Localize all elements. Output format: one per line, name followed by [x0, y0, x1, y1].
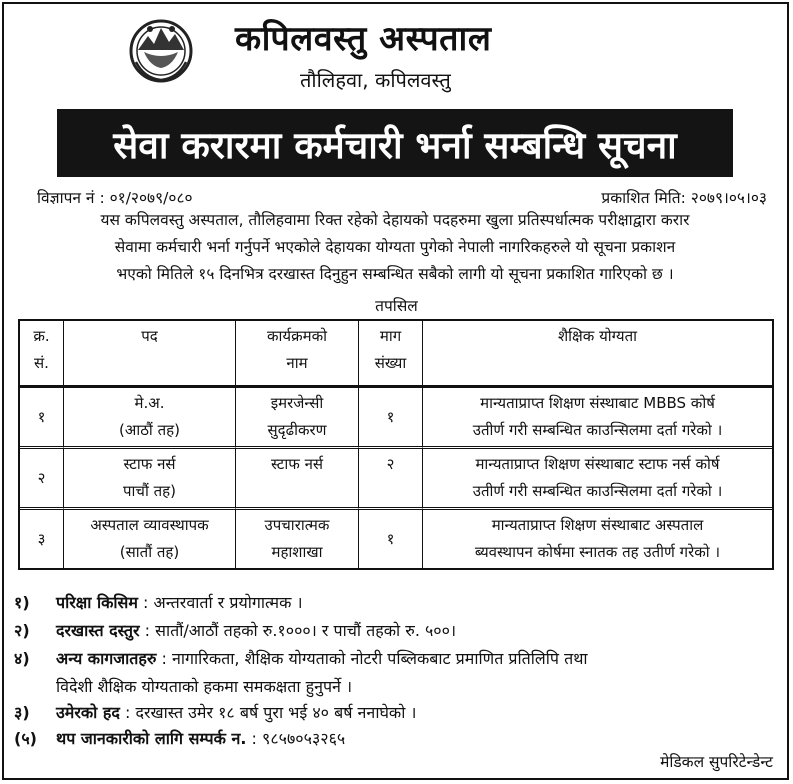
signatory-title: मेडिकल सुपरिटेन्डेन्ट: [660, 753, 773, 771]
nepal-emblem-icon: [124, 16, 198, 86]
org-name: कपिलवस्तु अस्पताल: [235, 19, 492, 59]
row-post: अस्पताल व्यावस्थापक (सातौं तह): [64, 510, 236, 568]
row-serial: १: [20, 386, 64, 449]
note-number: ४): [14, 649, 30, 668]
note-text: : ९८५७०५३२६५: [251, 729, 346, 748]
list-item: [14, 591, 303, 613]
published-date: प्रकाशित मिति: २०७९।०५।०३: [601, 189, 767, 207]
list-item: [14, 647, 588, 696]
note-text: : अन्तरवार्ता र प्रयोगात्मक ।: [143, 593, 303, 612]
row-post: मे.अ. (आठौं तह): [64, 386, 236, 449]
list-item: [14, 619, 456, 641]
header-serial: क्र. सं.: [20, 321, 64, 386]
note-text: : दरखास्त उमेर १८ बर्ष पुरा भई ४० बर्ष ननाघेको ।: [124, 703, 417, 722]
row-program: उपचारात्मक महाशाखा: [236, 510, 359, 568]
table-row: [20, 510, 772, 568]
org-address: तौलिहवा, कपिलवस्तु: [300, 68, 451, 92]
row-program: स्टाफ नर्स: [236, 449, 359, 510]
header-post: पद: [64, 321, 236, 386]
row-qualification: मान्यताप्राप्त शिक्षण संस्थाबाट अस्पताल ब्यवस्थापन कोर्षमा स्नातक तह उतीर्ण गरेको ।: [474, 516, 721, 561]
intro-line: यस कपिलवस्तु अस्पताल, तौलिहवामा रिक्त रहेको देहायको पदहरुमा खुला प्रतिस्पर्धात्मक परीक्षाद्वारा करार: [100, 211, 690, 229]
notice-title: सेवा करारमा कर्मचारी भर्ना सम्बन्धि सूचना: [113, 123, 677, 167]
row-qualification: मान्यताप्राप्त शिक्षण संस्थाबाट MBBS कोर्ष उतीर्ण गरी सम्बन्धित काउन्सिलमा दर्ता गरेको ।: [423, 386, 772, 449]
intro-line: भएको मितिले १५ दिनभित्र दरखास्त दिनुहुन सम्बन्धित सबैको लागी यो सूचना प्रकाशित गारिएको छ ।: [116, 265, 674, 283]
row-count: २: [359, 449, 423, 510]
table-row: [20, 449, 772, 510]
note-number: (५): [14, 729, 37, 748]
note-number: २): [14, 621, 30, 640]
note-text: : नागारिकता, शैक्षिक योग्यताको नोटरी पब्लिकबाट प्रमाणित प्रतिलिपि तथा: [161, 649, 588, 668]
list-item: [14, 701, 417, 723]
header-qualification: शैक्षिक योग्यता: [423, 321, 772, 386]
table-header-row: [20, 321, 772, 386]
row-count: १: [359, 510, 423, 568]
note-text-continued: विदेशी शैक्षिक योग्यताको हकमा समकक्षता हुनुपर्ने ।: [56, 677, 353, 696]
row-post: स्टाफ नर्स पाचौं तह): [64, 449, 236, 510]
note-number: १): [14, 593, 30, 612]
table-row: [20, 386, 772, 449]
note-label: परिक्षा किसिम: [56, 593, 138, 612]
notice-title-banner: [57, 109, 733, 177]
note-label: उमेरको हद: [56, 703, 120, 722]
row-serial: २: [20, 449, 64, 510]
row-serial: ३: [20, 510, 64, 568]
note-label: दरखास्त दस्तुर: [56, 621, 140, 640]
schedule-heading: तपसिल: [375, 297, 418, 315]
note-text: : सातौं/आठौं तहको रु.१०००। र पाचौं तहको रु. ५००।: [144, 621, 457, 640]
row-count: १: [359, 386, 423, 449]
list-item: [14, 727, 345, 749]
header-program: कार्यक्रमको नाम: [236, 321, 359, 386]
intro-line: सेवामा कर्मचारी भर्ना गर्नुपर्ने भएकोले देहायका योग्यता पुगेको नेपाली नागरिकहरुले यो सूचना प्रकाशन: [114, 238, 676, 256]
header-count: माग संख्या: [359, 321, 423, 386]
vacancy-table: [18, 319, 774, 570]
intro-paragraph: [14, 207, 776, 288]
note-label: अन्य कागजातहरु: [56, 649, 157, 668]
note-number: ३): [14, 703, 30, 722]
note-label: थप जानकारीको लागि सम्पर्क न.: [56, 729, 247, 748]
row-qualification: मान्यताप्राप्त शिक्षण संस्थाबाट स्टाफ नर्स कोर्ष उतीर्ण गरी सम्बन्धित काउन्सिलमा दर्ता गरेको ।: [423, 449, 772, 510]
row-program: इमरजेन्सी सुदृढीकरण: [236, 386, 359, 449]
advertisement-number: विज्ञापन नं : ०१/२०७९/०८०: [37, 189, 193, 207]
